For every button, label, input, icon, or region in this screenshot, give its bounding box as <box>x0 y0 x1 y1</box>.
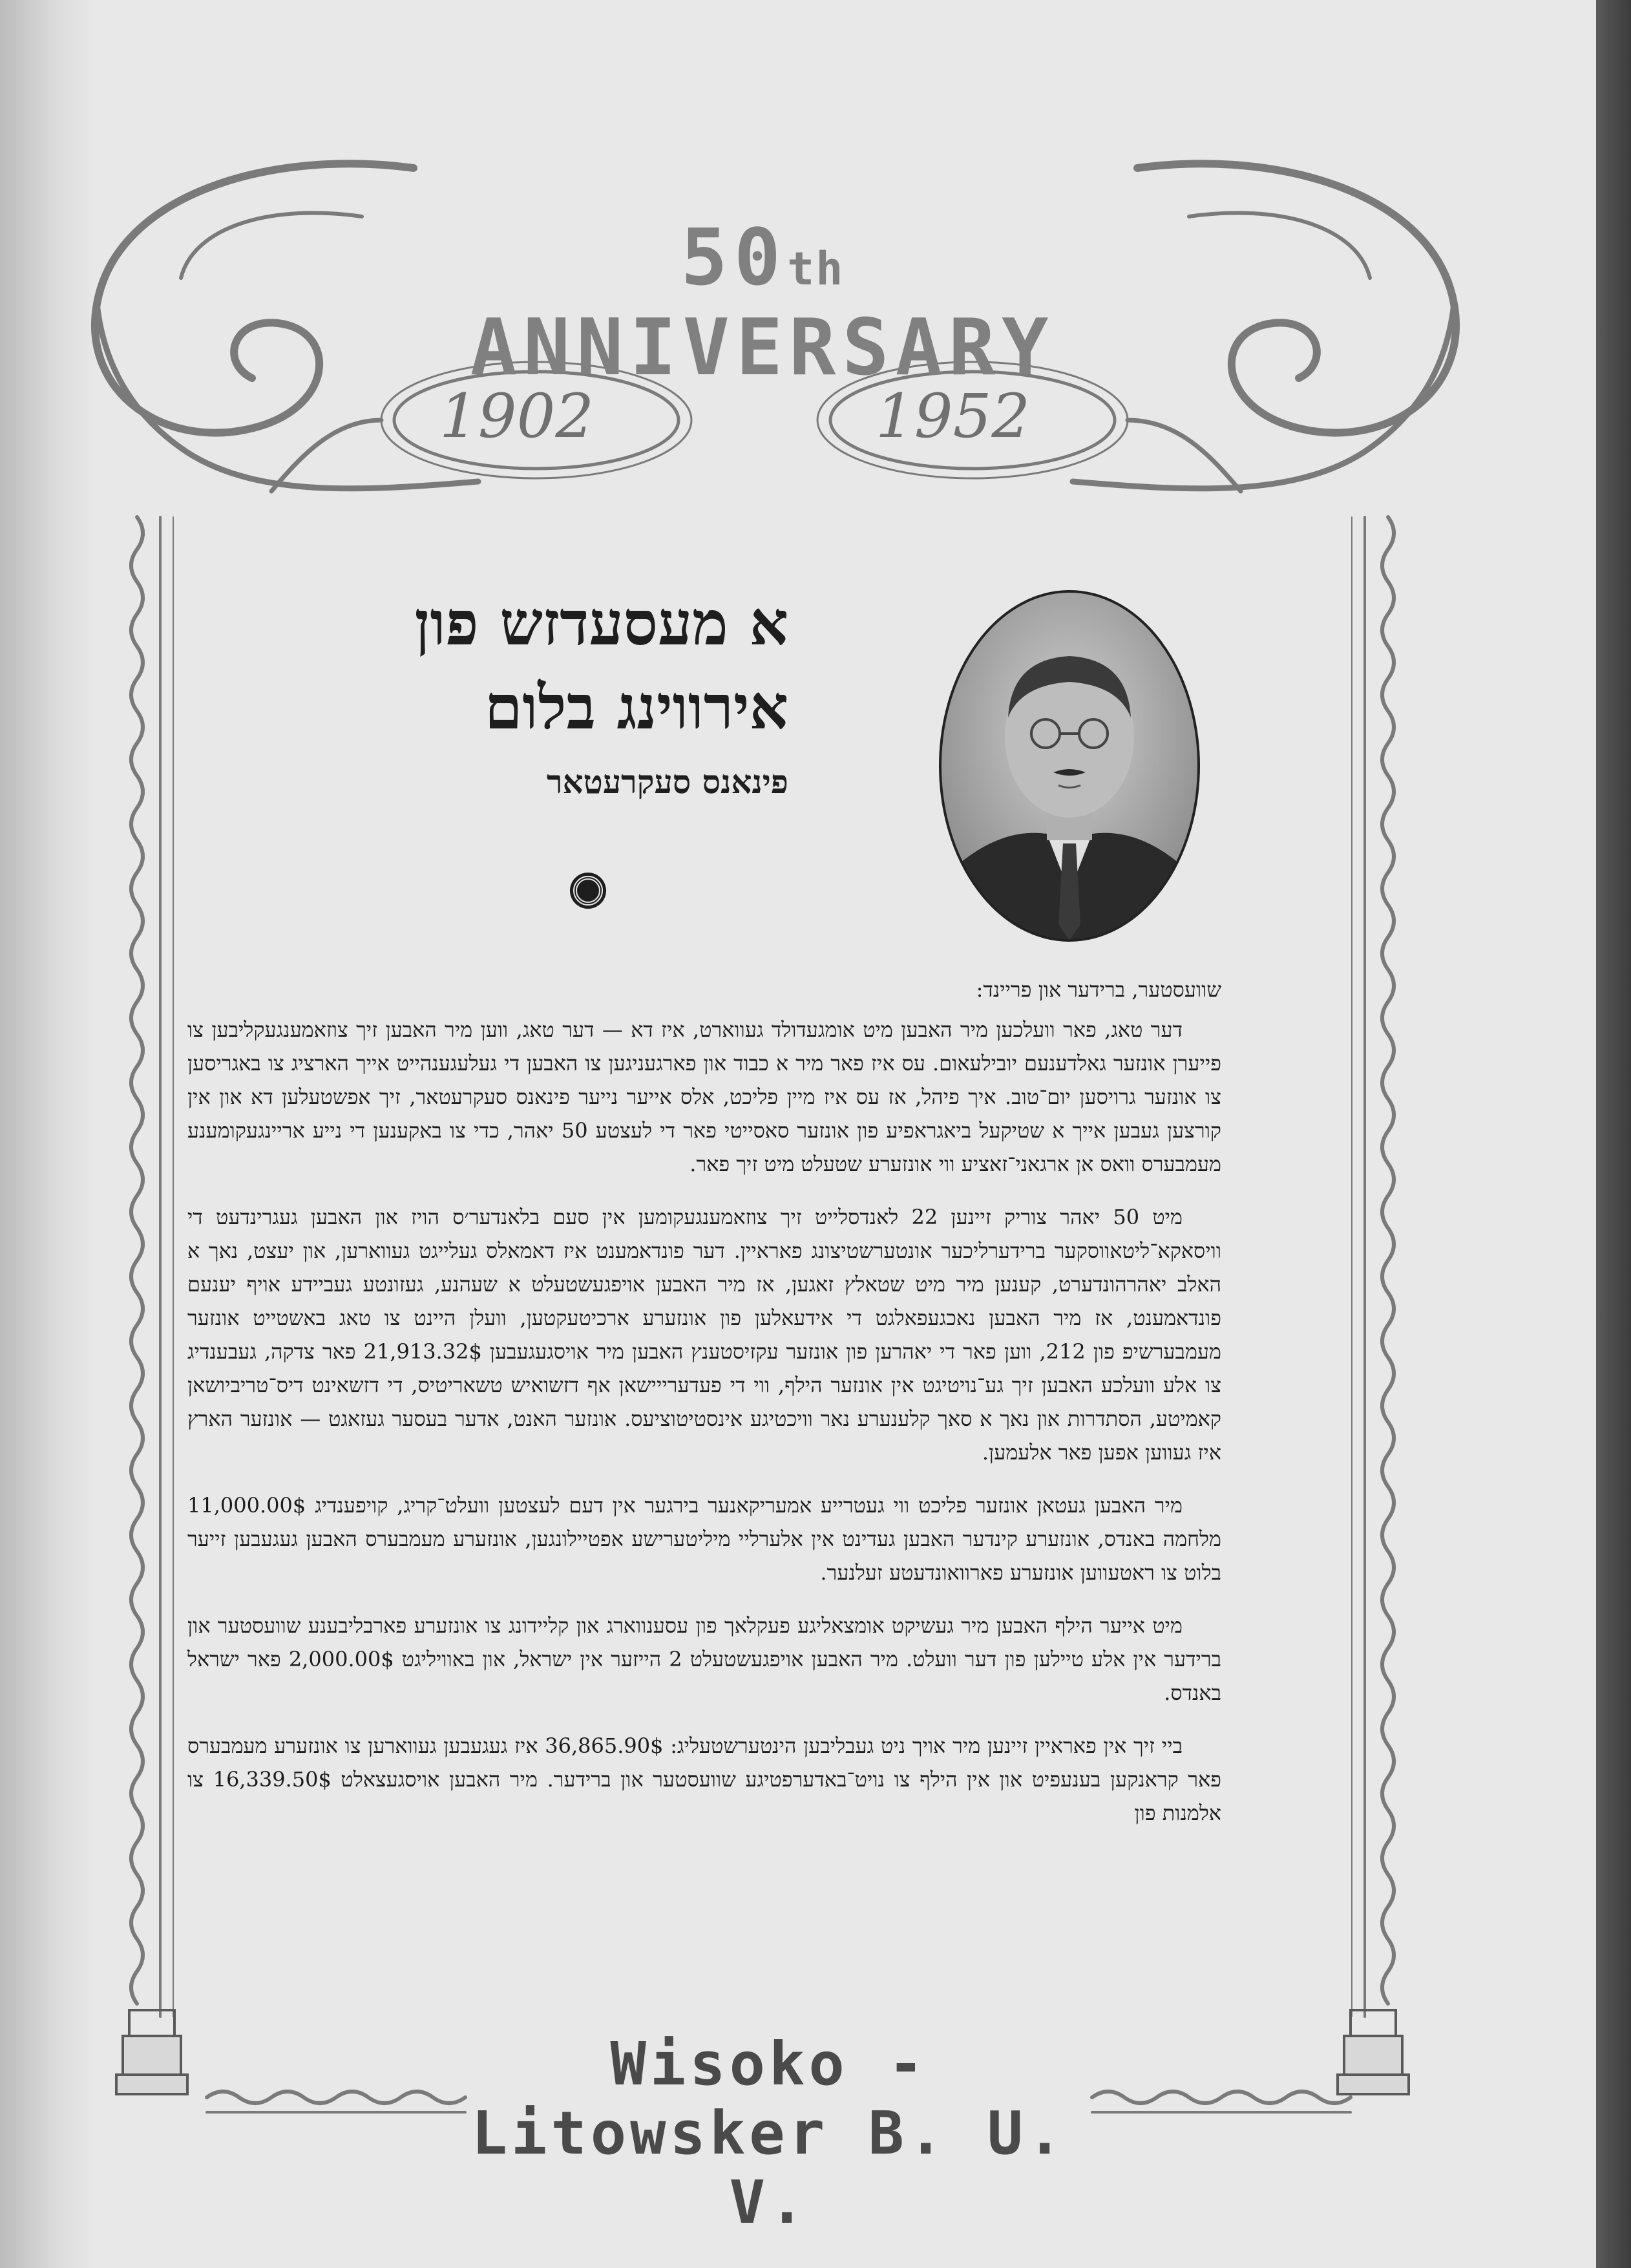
heading-line-1: א מעסעדזש פון <box>414 588 788 659</box>
anniversary-title <box>388 213 1137 393</box>
letter-paragraph: מיר האבען געטאן אונזער פליכט ווי געטרייע אמעריקאנער בירגער אין דעם לעצטען וועלט־קריג, קויפענדיג 11,000.00$ מלחמה באנדס, אונזערע קינדער האבען געדינט אין אלערליי מיליטערישע אפטיילונגען, אונזערע מעמבערס האבען געגעבען זייער בלוט צו ראטעווען אונזערע פארוואונדעטע זעלנער. <box>187 1493 1221 1585</box>
anniversary-word: ANNIVERSARY <box>470 303 1055 393</box>
anniversary-number: 50 <box>680 213 788 303</box>
message-heading <box>336 582 788 814</box>
letter-salutation: שוועסטער, ברידער און פריינד: <box>976 977 1221 1002</box>
portrait-photo-icon <box>937 588 1202 944</box>
letter-paragraph: מיט 50 יאהר צוריק זיינען 22 לאנדסלייט זיך צוזאמענגעקומען אין סעם בלאנדער׳ס הויז און האבען געגרינדעט די וויסאקא־ליטאווסקער ברידערליכער אונטערשטיצונג פאראיין. דער פונדאמענט איז דאמאלס געלייגט געווארען, און יעצט, נאך א האלב יאהרהונדערט, קענען מיר מיט שטאלץ זאגען, אז מיר האבען אויפגעשטעלט א שעהנע, געזונטע געביידע אויף יענעם פונדאמענט, אז מיר האבען נאכגעפאלגט די אידעאלען פון אונזערע ארכיטעקטען, וועלן היינט צו טאג באשטייט אונזער מעמבערשיפ פון 212, ווען פאר די יאהרען פון אונזער עקזיסטענץ האבען מיר אויסגעגעבען 21,913.32$ פאר צדקה, געבענדיג צו אלע וועלכע האבען זיך גע־נויטיגט אין אונזער הילף, ווי די פעדערייישאן אף דזשואיש טשאריטיס, די דזשאינט דיס־טריביושאן קאמיטע, הסתדרות און נאך א סאך קלענערע נאר וויכטיגע אינסטיטוציעס. אונזער האנט, אדער בעסער געזאגט — אונזער הארץ איז געווען אפען פאר אלעמען. <box>187 1205 1222 1465</box>
heading-line-2: אירווינג בלום <box>484 672 788 743</box>
heading-subtitle: פינאנס סעקרעטאר <box>547 763 788 801</box>
letter-paragraph: מיט אייער הילף האבען מיר געשיקט אומצאליגע פעקלאך פון עסענווארג און קליידונג צו אונזערע פארבליבענע שוועסטער און ברידער אין אלע טיילען פון דער וועלט. מיר האבען אויפגעשטעלט 2 הייזער אין ישראל, און באוויליגט 2,000.00$ פאר ישראל באנדס. <box>187 1613 1222 1705</box>
letter-paragraph: דער טאג, פאר וועלכען מיר האבען מיט אומגעדולד געווארט, איז דא — דער טאג, ווען מיר האבען זיך צוזאמענגעקליבען צו פייערן אונזער גאלדענעם יובילעאום. עס איז פאר מיר א כבוד און פארגעניגען צו האבען די געלעגענהייט אייך הארציג צו באגריסען צו אונזער גרויסען יום־טוב. איך פיהל, אז עס איז מיין פליכט, אלס אייער נייער פינאנס סעקרעטאר, זיך אפשטעלען דא און אין קורצען געבען אייך א שטיקעל ביאגראפיע פון אונזער סאסייטי פאר די לעצטע 50 יאהר, כדי צו באקענען די נייע אריינגעקומענע מעמבערס וואס אן ארגאני־זאציע ווי אונזערע שטעלט מיט זיך פאר. <box>187 1017 1222 1176</box>
year-end: 1952 <box>876 381 1031 452</box>
society-name-footer: Wisoko - Litowsker B. U. V. <box>471 2030 1067 2237</box>
letter-body <box>187 973 1221 1849</box>
bullet-ornament-icon <box>573 876 603 906</box>
letter-paragraph: ביי זיך אין פאראיין זיינען מיר אויך ניט געבליבען הינטערשטעליג: 36,865.90$ איז געגעבען געווארען צו אונזערע מעמבערס פאר קראנקען בענעפיט און אין הילף צו נויט־באדערפטיגע שוועסטער און ברידער. מיר האבען אויסגעצאלט 16,339.50$ צו אלמנות פון <box>187 1733 1222 1825</box>
anniversary-suffix: th <box>787 242 845 295</box>
year-start: 1902 <box>439 381 595 452</box>
